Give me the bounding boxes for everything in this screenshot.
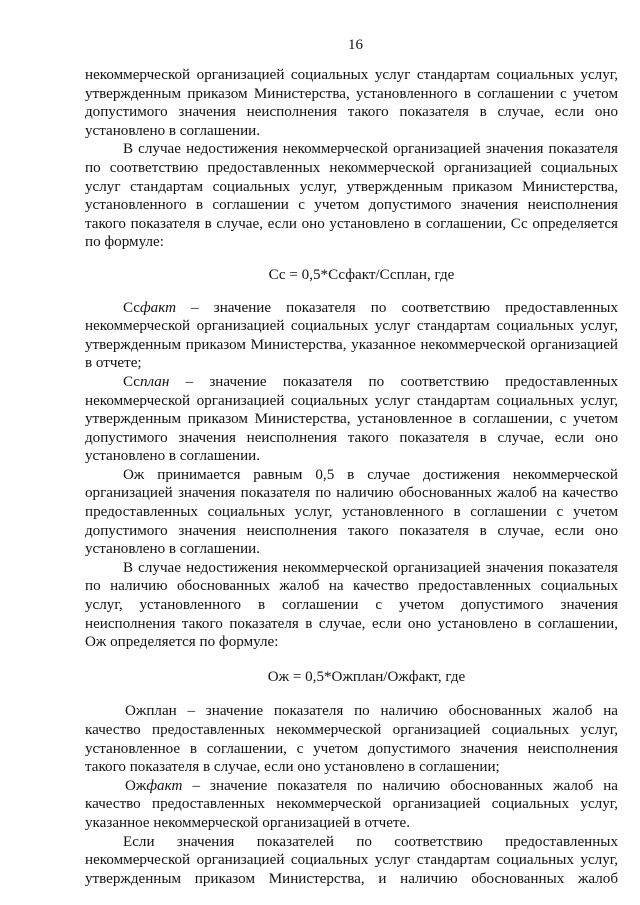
term-cc: Сс bbox=[123, 373, 140, 390]
definition-text: – значение показателя по соответствию предоставленных некоммерческой организацией социальных услуг стандартам социальных услуг, утвержденным приказом Министерства, установленное в соглашении, с учетом допустимого значения неисполнения такого показателя в случае, если оно установлено в соглашении. bbox=[85, 373, 618, 465]
paragraph-ozhplan-definition: Ожплан – значение показателя по наличию обоснованных жалоб на качество предоставленных некоммерческой организацией социальных услуг, установленное в соглашении, с учетом допустимого значения неисполнения такого показателя в случае, если оно установлено в соглашении; bbox=[85, 703, 618, 776]
paragraph-ccfakt-definition bbox=[85, 299, 618, 373]
document-page bbox=[85, 36, 618, 888]
paragraph-cc-condition: В случае недостижения некоммерческой организацией значения показателя по соответствию предоставленных некоммерческой организацией социальных услуг стандартам социальных услуг, утвержденным приказом Министерства, установленного в соглашении с учетом допустимого значения неисполнения такого показателя в случае, если оно установлено в соглашении, Сс определяется по формуле: bbox=[85, 141, 618, 251]
term-subscript-fakt: факт bbox=[146, 777, 183, 794]
paragraph-continuation: некоммерческой организацией социальных услуг стандартам социальных услуг, утвержденным приказом Министерства, установленного в соглашении с учетом допустимого значения неисполнения такого показателя в случае, если оно установлено в соглашении. bbox=[85, 67, 618, 139]
paragraph-if-values: Если значения показателей по соответствию предоставленных некоммерческой организацией социальных услуг стандартам социальных услуг, утвержденным приказом Министерства, и наличию обоснованных жалоб bbox=[85, 833, 618, 887]
formula-ozh: Ож = 0,5*Ожплан/Ожфакт, где bbox=[267, 668, 466, 685]
definition-text: – значение показателя по наличию обоснованных жалоб на качество предоставленных некоммерческой организацией социальных услуг, указанное некоммерческой организацией в отчете. bbox=[85, 777, 618, 831]
term-ozh: Ож bbox=[125, 777, 147, 794]
term-cc: Сс bbox=[123, 299, 140, 316]
term-subscript-plan: план bbox=[139, 373, 170, 390]
paragraph-ozh-condition: В случае недостижения некоммерческой организацией значения показателя по наличию обоснованных жалоб на качество предоставленных социальных услуг, установленного в соглашении с учетом допустимого значения неисполнения такого показателя в случае, если оно установлено в соглашении, Ож определяется по формуле: bbox=[85, 559, 618, 651]
paragraph-ozhfakt-definition bbox=[85, 777, 618, 833]
formula-cc: Сс = 0,5*Ссфакт/Ссплан, где bbox=[268, 266, 455, 283]
paragraph-ccplan-definition bbox=[85, 373, 618, 466]
definition-text: – значение показателя по соответствию предоставленных некоммерческой организацией социальных услуг стандартам социальных услуг, утвержденным приказом Министерства, указанное некоммерческой организацией в отчете; bbox=[85, 299, 618, 372]
term-subscript-fakt: факт bbox=[139, 299, 176, 316]
page-number: 16 bbox=[348, 37, 363, 53]
paragraph-ozh-equals: Ож принимается равным 0,5 в случае достижения некоммерческой организацией значения показателя по наличию обоснованных жалоб на качество предоставленных социальных услуг, установленного в соглашении с учетом допустимого значения неисполнения такого показателя в случае, если оно установлено в соглашении. bbox=[85, 466, 618, 558]
